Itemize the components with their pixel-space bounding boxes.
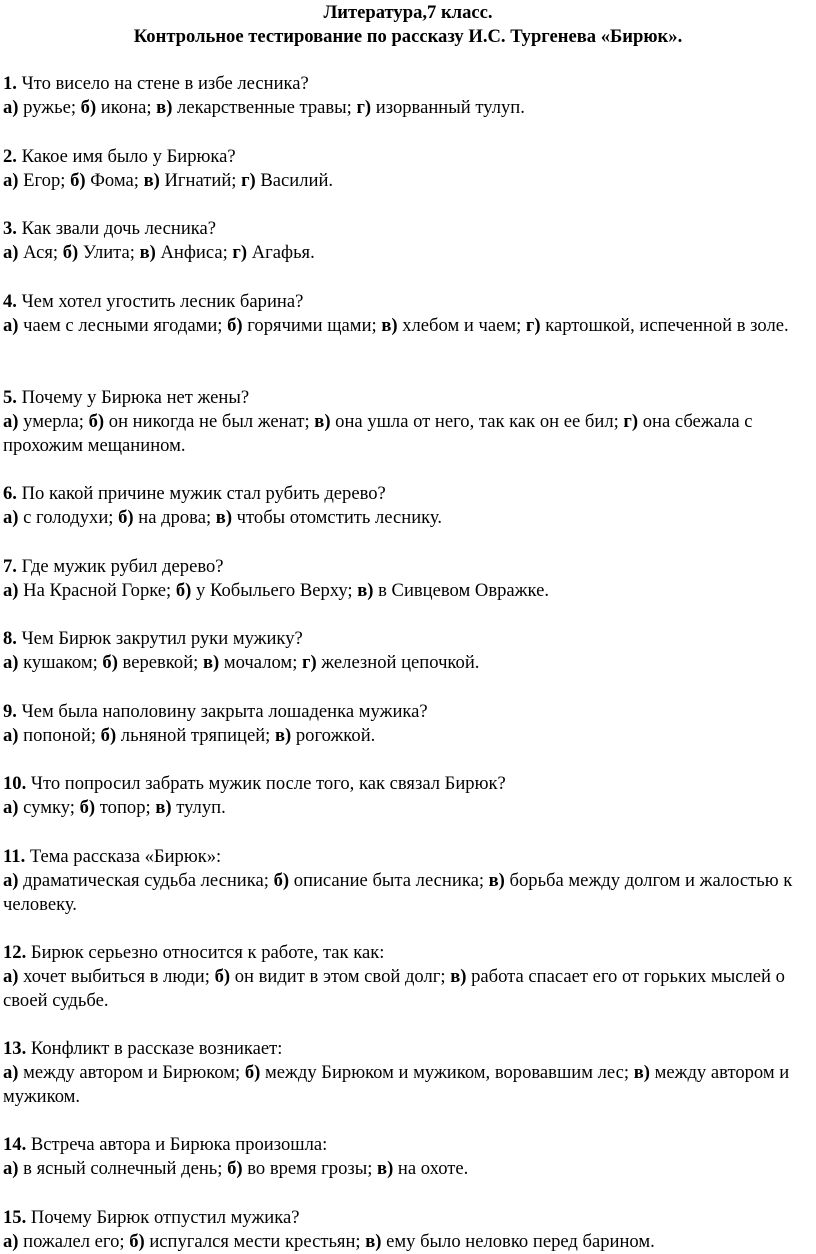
question-text [3,482,803,506]
answer-options [3,241,803,265]
question-label: Где мужик рубил дерево? [16,556,224,577]
question-text [3,217,803,241]
question-text [3,772,803,796]
answer-letter: а) [3,1158,19,1179]
answer-text: сумку; [18,797,80,818]
question-item [3,845,803,917]
question-text [3,72,803,96]
question-item [3,1206,803,1254]
question-label: Что попросил забрать мужик после того, как связал Бирюк? [26,773,506,794]
answer-letter: б) [80,97,97,118]
answer-letter: б) [227,1158,243,1179]
question-text [3,845,803,869]
answer-letter: а) [3,97,19,118]
question-item [3,941,803,1013]
answer-text: картошкой, испеченной в золе. [540,315,789,336]
question-number: 11. [3,846,26,867]
answer-options [3,796,803,820]
answer-text: изорванный тулуп. [371,97,525,118]
answer-text: с голодухи; [18,507,119,528]
answer-text: он никогда не был женат; [104,411,315,432]
answer-letter: в) [139,242,156,263]
answer-options [3,96,803,120]
answer-text: между автором и Бирюком; [18,1062,245,1083]
answer-options [3,965,803,1013]
question-item [3,772,803,820]
question-item [3,482,803,530]
answer-letter: б) [100,725,117,746]
answer-text: во время грозы; [242,1158,378,1179]
answer-text: железной цепочкой. [316,652,480,673]
question-number: 4. [3,291,17,312]
answer-letter: в) [488,870,505,891]
answer-letter: б) [175,580,192,601]
answer-letter: б) [88,411,105,432]
answer-letter: в) [314,411,331,432]
question-text [3,145,803,169]
question-number: 10. [3,773,27,794]
answer-letter: б) [273,870,290,891]
question-number: 6. [3,483,17,504]
question-text [3,1206,803,1230]
answer-letter: а) [3,1062,19,1083]
answer-text: драматическая судьба лесника; [18,870,274,891]
question-text [3,555,803,579]
answer-text: На Красной Горке; [18,580,176,601]
question-label: Встреча автора и Бирюка произошла: [26,1134,328,1155]
question-number: 8. [3,628,17,649]
answer-letter: в) [274,725,292,746]
question-number: 13. [3,1038,27,1059]
answer-text: чтобы отомстить леснику. [232,507,443,528]
answer-options [3,1157,803,1181]
question-item [3,145,803,193]
answer-letter: б) [79,797,96,818]
answer-letter: в) [155,797,172,818]
answer-letter: в) [377,1158,394,1179]
answer-options [3,410,803,458]
answer-letter: в) [357,580,374,601]
answer-text: работа спасает его от горьких мыслей о своей судьбе. [3,966,785,1011]
answer-text: ему было неловко перед барином. [381,1231,655,1252]
question-item [3,1037,803,1109]
question-label: Бирюк серьезно относится к работе, так как: [26,942,385,963]
question-label: Какое имя было у Бирюка? [16,146,236,167]
answer-text: льняной тряпицей; [116,725,275,746]
question-number: 1. [3,73,17,94]
answer-text: чаем с лесными ягодами; [18,315,228,336]
question-text [3,700,803,724]
answer-letter: б) [129,1231,145,1252]
answer-letter: а) [3,870,19,891]
answer-letter: г) [623,411,639,432]
answer-letter: в) [156,97,173,118]
answer-text: Василий. [255,170,334,191]
answer-text: между автором и мужиком. [3,1062,790,1107]
answer-text: борьба между долгом и жалостью к человеку. [3,870,793,915]
answer-text: Ася; [18,242,63,263]
answer-letter: а) [3,242,19,263]
answer-letter: в) [215,507,233,528]
answer-letter: б) [62,242,79,263]
question-label: Почему у Бирюка нет жены? [16,387,250,408]
answer-text: пожалел его; [18,1231,130,1252]
question-label: Тема рассказа «Бирюк»: [25,846,222,867]
question-number: 15. [3,1207,27,1228]
answer-text: икона; [96,97,157,118]
answer-options [3,1230,803,1254]
answer-text: на охоте. [393,1158,469,1179]
answer-letter: г) [525,315,541,336]
answer-letter: а) [3,1231,19,1252]
question-item [3,290,803,338]
answer-text: Егор; [18,170,71,191]
question-text [3,627,803,651]
question-label: По какой причине мужик стал рубить дерево? [16,483,386,504]
answer-text: топор; [95,797,156,818]
answer-letter: в) [450,966,467,987]
answer-options [3,651,803,675]
answer-text: Анфиса; [155,242,233,263]
answer-text: на дрова; [133,507,216,528]
answer-text: испугался мести крестьян; [144,1231,366,1252]
answer-text: Игнатий; [159,170,242,191]
answer-options [3,169,803,193]
answer-text: умерла; [18,411,89,432]
answer-text: мочалом; [219,652,303,673]
answer-letter: в) [633,1062,650,1083]
question-item [3,700,803,748]
question-number: 12. [3,942,27,963]
question-label: Как звали дочь лесника? [16,218,217,239]
answer-letter: б) [118,507,134,528]
question-label: Чем хотел угостить лесник барина? [16,291,304,312]
answer-letter: б) [227,315,243,336]
answer-letter: а) [3,507,19,528]
answer-letter: в) [381,315,398,336]
answer-text: Фома; [85,170,144,191]
answer-text: Агафья. [247,242,315,263]
question-text [3,290,803,314]
answer-letter: г) [302,652,317,673]
answer-text: лекарственные травы; [172,97,357,118]
answer-text: хлебом и чаем; [397,315,526,336]
question-item [3,386,803,458]
answer-text: описание быта лесника; [289,870,489,891]
question-number: 7. [3,556,17,577]
answer-options [3,1061,803,1109]
question-number: 2. [3,146,17,167]
answer-letter: б) [70,170,86,191]
title-line-1: Литература,7 класс. [323,2,493,23]
question-number: 14. [3,1134,27,1155]
answer-letter: а) [3,797,19,818]
question-text [3,1037,803,1061]
answer-options [3,869,803,917]
answer-text: в Сивцевом Овражке. [373,580,549,601]
answer-letter: б) [102,652,118,673]
question-label: Почему Бирюк отпустил мужика? [26,1207,300,1228]
question-number: 3. [3,218,17,239]
question-label: Чем Бирюк закрутил руки мужику? [16,628,303,649]
answer-options [3,724,803,748]
question-text [3,941,803,965]
answer-text: веревкой; [117,652,203,673]
answer-text: она ушла от него, так как он ее бил; [330,411,624,432]
answer-letter: г) [356,97,372,118]
answer-letter: а) [3,315,19,336]
answer-options [3,314,803,338]
answer-text: горячими щами; [242,315,382,336]
answer-letter: а) [3,725,19,746]
answer-text: рогожкой. [291,725,376,746]
answer-letter: а) [3,580,19,601]
question-number: 5. [3,387,17,408]
answer-options [3,506,803,530]
question-item [3,72,803,120]
answer-letter: г) [232,242,248,263]
answer-text: Улита; [78,242,140,263]
answer-text: она сбежала с прохожим мещанином. [3,411,753,456]
answer-text: в ясный солнечный день; [18,1158,228,1179]
answer-letter: а) [3,411,19,432]
answer-letter: а) [3,652,19,673]
answer-text: у Кобыльего Верху; [191,580,358,601]
question-label: Чем была наполовину закрыта лошаденка мужика? [16,701,428,722]
answer-letter: б) [214,966,231,987]
answer-text: кушаком; [18,652,103,673]
answer-letter: в) [202,652,220,673]
answer-letter: а) [3,170,19,191]
answer-letter: а) [3,966,19,987]
question-text [3,386,803,410]
question-label: Что висело на стене в избе лесника? [16,73,309,94]
question-item [3,627,803,675]
question-item [3,1133,803,1181]
title-line-2: Контрольное тестирование по рассказу И.С. Тургенева «Бирюк». [133,26,683,47]
question-number: 9. [3,701,17,722]
question-text [3,1133,803,1157]
answer-text: попоной; [18,725,101,746]
answer-letter: б) [244,1062,261,1083]
answer-text: тулуп. [171,797,226,818]
question-item [3,217,803,265]
answer-text: между Бирюком и мужиком, воровавшим лес; [260,1062,634,1083]
answer-options [3,579,803,603]
answer-letter: г) [241,170,256,191]
answer-text: он видит в этом свой долг; [230,966,451,987]
answer-letter: в) [143,170,160,191]
question-label: Конфликт в рассказе возникает: [26,1038,283,1059]
question-item [3,555,803,603]
answer-text: ружье; [18,97,81,118]
answer-text: хочет выбиться в люди; [18,966,215,987]
answer-letter: в) [365,1231,382,1252]
